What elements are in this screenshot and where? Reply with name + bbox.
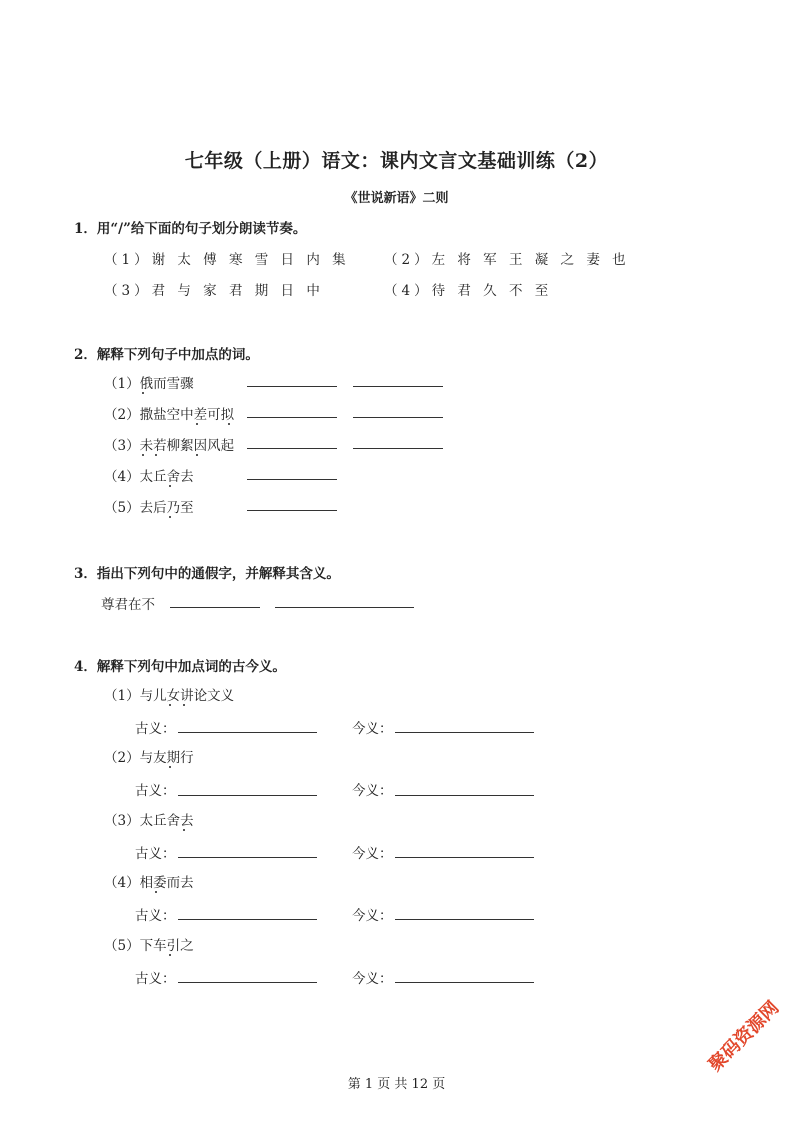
ancient-label: 古义： xyxy=(135,908,176,924)
q2-item-4: （4）太丘舍去 xyxy=(104,469,194,485)
q2-item-3: （3）未若柳絮因风起 xyxy=(104,438,235,454)
answer-blank[interactable] xyxy=(247,448,337,449)
modern-blank[interactable] xyxy=(395,919,534,920)
emphasis-dot xyxy=(169,516,171,518)
modern-label: 今义： xyxy=(352,971,393,987)
emphasis-dot xyxy=(169,766,171,768)
answer-blank[interactable] xyxy=(247,479,337,480)
q2-item-1: （1）俄而雪骤 xyxy=(104,376,194,392)
answer-blank[interactable] xyxy=(247,510,337,511)
emphasis-dot xyxy=(155,891,157,893)
modern-label: 今义： xyxy=(352,783,393,799)
q4-item-1: （1）与儿女讲论文义 xyxy=(104,688,235,704)
q1-item-3: （3）君 与 家 君 期 日 中 xyxy=(104,283,324,299)
ancient-label: 古义： xyxy=(135,721,176,737)
ancient-blank[interactable] xyxy=(178,919,317,920)
modern-blank[interactable] xyxy=(395,982,534,983)
modern-blank[interactable] xyxy=(395,795,534,796)
q2-item-5: （5）去后乃至 xyxy=(104,500,194,516)
question-1-heading: 1．用“/”给下面的句子划分朗读节奏。 xyxy=(74,221,307,237)
ancient-blank[interactable] xyxy=(178,732,317,733)
ancient-label: 古义： xyxy=(135,783,176,799)
emphasis-dot xyxy=(183,704,185,706)
answer-blank[interactable] xyxy=(353,417,443,418)
q4-item-5: （5）下车引之 xyxy=(104,938,194,954)
emphasis-dot xyxy=(169,704,171,706)
emphasis-dot xyxy=(169,485,171,487)
ancient-blank[interactable] xyxy=(178,982,317,983)
q3-sentence: 尊君在不 xyxy=(101,597,155,613)
modern-label: 今义： xyxy=(352,846,393,862)
ancient-label: 古义： xyxy=(135,846,176,862)
q4-item-4: （4）相委而去 xyxy=(104,875,194,891)
answer-blank[interactable] xyxy=(247,386,337,387)
question-4-heading: 4．解释下列句中加点词的古今义。 xyxy=(74,659,286,675)
ancient-blank[interactable] xyxy=(178,795,317,796)
modern-label: 今义： xyxy=(352,721,393,737)
emphasis-dot xyxy=(155,454,157,456)
emphasis-dot xyxy=(142,392,144,394)
question-3-heading: 3．指出下列句中的通假字，并解释其含义。 xyxy=(74,566,340,582)
answer-blank[interactable] xyxy=(353,386,443,387)
answer-blank[interactable] xyxy=(247,417,337,418)
answer-blank[interactable] xyxy=(275,607,414,608)
ancient-label: 古义： xyxy=(135,971,176,987)
answer-blank[interactable] xyxy=(170,607,260,608)
watermark-text: 聚码资源网 xyxy=(704,997,784,1076)
q2-item-2: （2）撒盐空中差可拟 xyxy=(104,407,235,423)
emphasis-dot xyxy=(142,454,144,456)
page-title: 七年级（上册）语文：课内文言文基础训练（2） xyxy=(184,150,609,172)
emphasis-dot xyxy=(228,423,230,425)
question-2-heading: 2．解释下列句子中加点的词。 xyxy=(74,347,259,363)
q1-item-1: （1）谢 太 傅 寒 雪 日 内 集 xyxy=(104,252,350,268)
page-subtitle: 《世说新语》二则 xyxy=(344,191,449,206)
q1-item-4: （4）待 君 久 不 至 xyxy=(384,283,553,299)
answer-blank[interactable] xyxy=(353,448,443,449)
modern-label: 今义： xyxy=(352,908,393,924)
q4-item-3: （3）太丘舍去 xyxy=(104,813,194,829)
page-footer: 第 1 页 共 12 页 xyxy=(347,1077,446,1092)
emphasis-dot xyxy=(196,454,198,456)
emphasis-dot xyxy=(183,829,185,831)
ancient-blank[interactable] xyxy=(178,857,317,858)
watermark-stamp xyxy=(690,980,784,1076)
q1-item-2: （2）左 将 军 王 凝 之 妻 也 xyxy=(384,252,630,268)
emphasis-dot xyxy=(196,423,198,425)
q4-item-2: （2）与友期行 xyxy=(104,750,194,766)
modern-blank[interactable] xyxy=(395,857,534,858)
modern-blank[interactable] xyxy=(395,732,534,733)
emphasis-dot xyxy=(169,954,171,956)
